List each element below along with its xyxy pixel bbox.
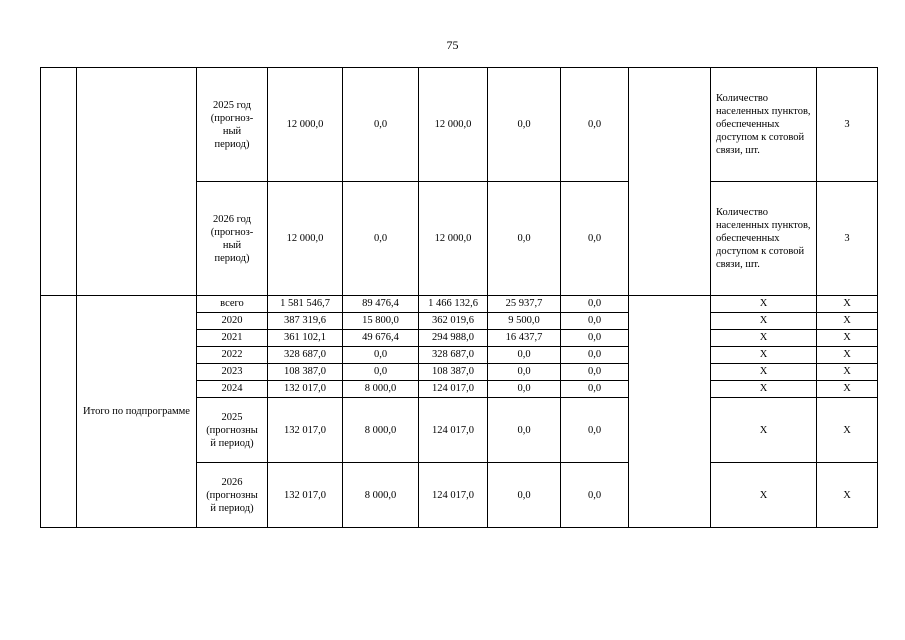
empty-cell [629, 68, 711, 296]
value-cell: 0,0 [561, 330, 629, 347]
value-cell: 0,0 [561, 182, 629, 296]
value-cell: 132 017,0 [268, 463, 343, 528]
value-cell: 0,0 [343, 68, 419, 182]
table-row [41, 296, 878, 313]
value-cell: 124 017,0 [419, 381, 488, 398]
period-cell: всего [197, 296, 268, 313]
value-cell: 132 017,0 [268, 381, 343, 398]
value-cell: 12 000,0 [419, 68, 488, 182]
x-cell: Х [711, 463, 817, 528]
x-cell: Х [817, 381, 878, 398]
value-cell: 0,0 [561, 313, 629, 330]
value-cell: 0,0 [488, 398, 561, 463]
value-cell: 108 387,0 [268, 364, 343, 381]
value-cell: 362 019,6 [419, 313, 488, 330]
value-cell: 0,0 [561, 398, 629, 463]
value-cell: 0,0 [488, 68, 561, 182]
value-cell: 0,0 [488, 463, 561, 528]
indicator-cell: Количество населенных пунктов, обеспеченных доступом к сотовой связи, шт. [711, 68, 817, 182]
period-cell: 2022 [197, 347, 268, 364]
value-cell: 0,0 [488, 182, 561, 296]
table-row [41, 68, 878, 182]
value-cell: 0,0 [343, 364, 419, 381]
period-cell: 2023 [197, 364, 268, 381]
x-cell: Х [711, 364, 817, 381]
value-cell: 12 000,0 [268, 68, 343, 182]
value-cell: 25 937,7 [488, 296, 561, 313]
value-cell: 387 319,6 [268, 313, 343, 330]
x-cell: Х [817, 313, 878, 330]
x-cell: Х [817, 330, 878, 347]
value-cell: 0,0 [488, 347, 561, 364]
value-cell: 15 800,0 [343, 313, 419, 330]
value-cell: 0,0 [488, 364, 561, 381]
x-cell: Х [711, 313, 817, 330]
indicator-value-cell: 3 [817, 68, 878, 182]
value-cell: 124 017,0 [419, 463, 488, 528]
period-cell: 2020 [197, 313, 268, 330]
period-cell: 2026 (прогнозны й период) [197, 463, 268, 528]
x-cell: Х [711, 381, 817, 398]
value-cell: 12 000,0 [268, 182, 343, 296]
x-cell: Х [817, 398, 878, 463]
x-cell: Х [817, 296, 878, 313]
value-cell: 0,0 [488, 381, 561, 398]
value-cell: 361 102,1 [268, 330, 343, 347]
total-label: Итого по подпрограмме [77, 296, 197, 528]
x-cell: Х [817, 463, 878, 528]
period-cell: 2024 [197, 381, 268, 398]
x-cell: Х [711, 347, 817, 364]
value-cell: 0,0 [561, 347, 629, 364]
page-number: 75 [446, 38, 459, 52]
value-cell: 16 437,7 [488, 330, 561, 347]
x-cell: Х [711, 398, 817, 463]
x-cell: Х [711, 330, 817, 347]
value-cell: 0,0 [561, 364, 629, 381]
indicator-cell: Количество населенных пунктов, обеспеченных доступом к сотовой связи, шт. [711, 182, 817, 296]
value-cell: 89 476,4 [343, 296, 419, 313]
value-cell: 0,0 [561, 463, 629, 528]
value-cell: 9 500,0 [488, 313, 561, 330]
period-cell: 2025 (прогнозны й период) [197, 398, 268, 463]
value-cell: 1 466 132,6 [419, 296, 488, 313]
value-cell: 132 017,0 [268, 398, 343, 463]
period-cell: 2026 год (прогноз- ный период) [197, 182, 268, 296]
value-cell: 0,0 [561, 296, 629, 313]
value-cell: 328 687,0 [268, 347, 343, 364]
indicator-value-cell: 3 [817, 182, 878, 296]
value-cell: 49 676,4 [343, 330, 419, 347]
empty-cell [41, 296, 77, 528]
period-cell: 2025 год (прогноз- ный период) [197, 68, 268, 182]
x-cell: Х [817, 364, 878, 381]
value-cell: 108 387,0 [419, 364, 488, 381]
value-cell: 0,0 [343, 182, 419, 296]
value-cell: 0,0 [561, 381, 629, 398]
value-cell: 0,0 [343, 347, 419, 364]
empty-cell [41, 68, 77, 296]
empty-cell [77, 68, 197, 296]
x-cell: Х [817, 347, 878, 364]
value-cell: 328 687,0 [419, 347, 488, 364]
value-cell: 1 581 546,7 [268, 296, 343, 313]
value-cell: 8 000,0 [343, 398, 419, 463]
value-cell: 0,0 [561, 68, 629, 182]
x-cell: Х [711, 296, 817, 313]
empty-cell [629, 296, 711, 528]
value-cell: 8 000,0 [343, 463, 419, 528]
value-cell: 294 988,0 [419, 330, 488, 347]
value-cell: 124 017,0 [419, 398, 488, 463]
value-cell: 12 000,0 [419, 182, 488, 296]
budget-table [40, 67, 878, 528]
period-cell: 2021 [197, 330, 268, 347]
value-cell: 8 000,0 [343, 381, 419, 398]
